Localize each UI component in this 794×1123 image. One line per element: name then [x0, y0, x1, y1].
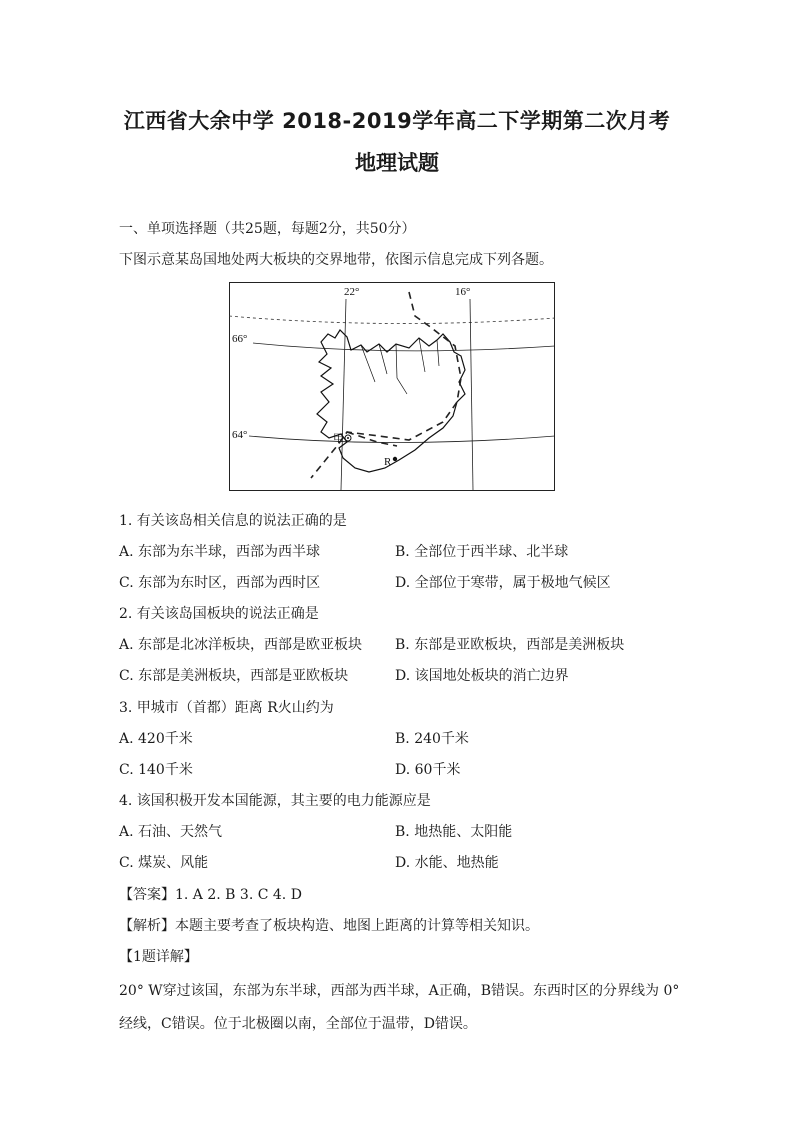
detail-heading: 【1题详解】	[119, 949, 198, 965]
question-4-option-c: C. 煤炭、风能	[119, 855, 209, 871]
question-2-option-d: D. 该国地处板块的消亡边界	[395, 668, 569, 684]
lat-64-line	[249, 436, 555, 443]
question-4-stem: 4. 该国积极开发本国能源，其主要的电力能源应是	[119, 793, 431, 809]
question-2-stem: 2. 有关该岛国板块的说法正确是	[119, 606, 319, 622]
document-title: 江西省大余中学 2018-2019学年高二下学期第二次月考	[123, 109, 671, 133]
answer-key: 【答案】1. A 2. B 3. C 4. D	[119, 887, 302, 903]
question-2-option-c: C. 东部是美洲板块，西部是亚欧板块	[119, 668, 349, 684]
question-3-option-b: B. 240千米	[395, 731, 469, 747]
document-subtitle: 地理试题	[355, 151, 439, 175]
island-outline	[317, 330, 465, 472]
lon-22-line	[341, 299, 346, 490]
plate-boundary-branch	[347, 432, 397, 446]
volcano-marker	[393, 457, 397, 461]
question-3-option-d: D. 60千米	[395, 762, 461, 778]
lon-22-label: 22°	[344, 286, 360, 298]
question-4-option-b: B. 地热能、太阳能	[395, 824, 513, 840]
question-3-option-c: C. 140千米	[119, 762, 193, 778]
question-3-option-a: A. 420千米	[119, 731, 193, 747]
question-2-option-b: B. 东部是亚欧板块，西部是美洲板块	[395, 637, 625, 653]
question-4-option-a: A. 石油、天然气	[119, 824, 223, 840]
capital-label: 甲	[333, 432, 344, 445]
section-heading: 一、单项选择题（共25题，每题2分，共50分）	[119, 221, 416, 237]
island-map	[229, 282, 555, 491]
detail-line-2: 经线，C错误。位于北极圈以南，全部位于温带，D错误。	[119, 1016, 477, 1032]
question-3-stem: 3. 甲城市（首都）距离 R火山约为	[119, 700, 334, 716]
lon-16-line	[470, 299, 473, 490]
lat-66-label: 66°	[232, 333, 248, 345]
question-4-option-d: D. 水能、地热能	[395, 855, 499, 871]
volcano-label: R	[384, 456, 392, 468]
lat-64-label: 64°	[232, 429, 248, 441]
plate-boundary	[311, 292, 461, 478]
detail-line-1: 20° W穿过该国，东部为东半球，西部为西半球，A正确，B错误。东西时区的分界线为 0°	[119, 983, 680, 999]
question-2-option-a: A. 东部是北冰洋板块，西部是欧亚板块	[119, 637, 363, 653]
lon-16-label: 16°	[455, 286, 471, 298]
map-frame	[230, 283, 555, 491]
question-1-stem: 1. 有关该岛相关信息的说法正确的是	[119, 513, 347, 529]
fjord-lines	[361, 338, 439, 394]
question-1-option-d: D. 全部位于寒带，属于极地气候区	[395, 575, 611, 591]
intro-text: 下图示意某岛国地处两大板块的交界地带，依图示信息完成下列各题。	[119, 252, 553, 268]
question-1-option-a: A. 东部为东半球，西部为西半球	[119, 544, 321, 560]
question-1-option-c: C. 东部为东时区，西部为西时区	[119, 575, 321, 591]
question-1-option-b: B. 全部位于西半球、北半球	[395, 544, 569, 560]
arctic-circle	[229, 316, 555, 324]
analysis-text: 【解析】本题主要考查了板块构造、地图上距离的计算等相关知识。	[119, 918, 539, 934]
